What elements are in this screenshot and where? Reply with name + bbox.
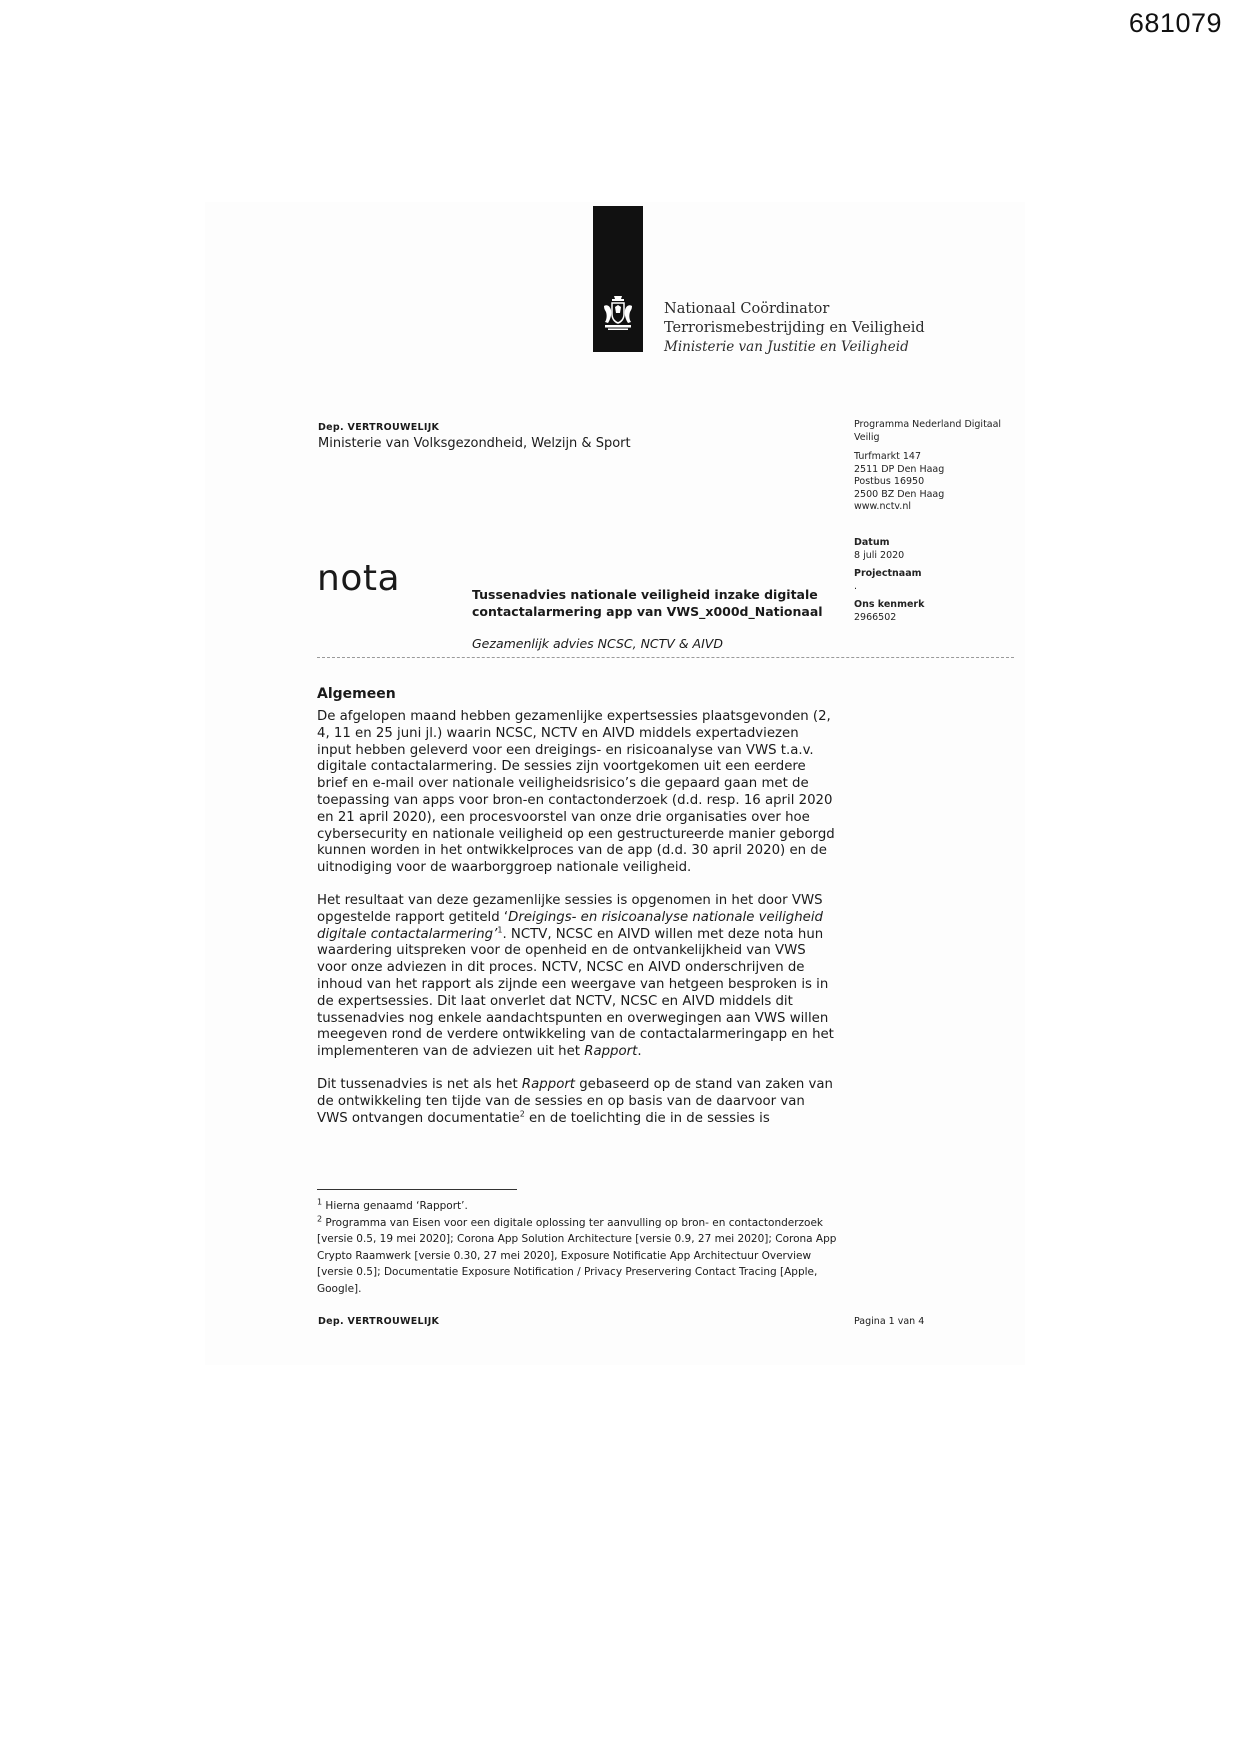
- meta-reference: [854, 599, 924, 624]
- date-value: 8 juli 2020: [854, 549, 905, 561]
- footnote-2: $^2$ Programma van Eisen voor een digitale oplossing ter aanvulling op bron- en contactonderzoek [versie 0.5, 19 mei 2020]; Corona App Solution Architecture [versie 0.9, 27 mei 2020]; Corona App Crypto Raamwerk [versie 0.30, 27 mei 2020], Exposure Notificatie App Architectuur Overview [versie 0.5]; Documentatie Exposure Notification / Privacy Preservering Contact Tracing [Apple, Google].: [317, 1214, 837, 1295]
- organization-line-2: Terrorismebestrijding en Veiligheid: [664, 320, 925, 336]
- classification-footer: Dep. VERTROUWELIJK: [318, 1316, 440, 1327]
- date-label: Datum: [854, 537, 890, 548]
- paragraph-2: Het resultaat van deze gezamenlijke sessies is opgenomen in het door VWS opgestelde rapport getiteld ‘Dreigings- en risicoanalyse nationale veiligheid digitale contactalarmering’$^1$. NCTV, NCSC en AIVD willen met deze nota hun waardering uitspreken voor de openheid en de ontvankelijkheid van VWS voor onze adviezen in dit proces. NCTV, NCSC en AIVD onderschrijven de inhoud van het rapport als zijnde een weergave van hetgeen besproken is in de expertsessies. Dit laat onverlet dat NCTV, NCSC en AIVD middels dit tussenadvies nog enkele aandachtspunten en overwegingen aan VWS willen meegeven rond de verdere ontwikkeling van de contactalarmeringapp en het implementeren van de adviezen uit het Rapport.: [317, 892, 834, 1060]
- subject-title: Tussenadvies nationale veiligheid inzake digitale contactalarmering app van VWS_x000d_Nationaal: [472, 587, 823, 619]
- sender-address-block: [854, 419, 1014, 514]
- section-heading: Algemeen: [317, 686, 396, 702]
- reference-label: Ons kenmerk: [854, 599, 925, 610]
- sender-website: www.nctv.nl: [854, 501, 911, 512]
- meta-project: [854, 568, 922, 593]
- body-text: [317, 709, 837, 1143]
- classification-header: Dep. VERTROUWELIJK: [318, 422, 440, 433]
- paragraph-3: Dit tussenadvies is net als het Rapport gebaseerd op de stand van zaken van de ontwikkeling ten tijde van de sessies en op basis van de daarvoor van VWS ontvangen documentatie$^2$ en de toelichting die in de sessies is: [317, 1076, 833, 1126]
- rijksoverheid-logo-bar: [593, 206, 643, 352]
- paragraph-1: De afgelopen maand hebben gezamenlijke expertsessies plaatsgevonden (2, 4, 11 en 25 juni jl.) waarin NCSC, NCTV en AIVD middels expertadviezen input hebben geleverd voor een dreigings- en risicoanalyse van VWS t.a.v. digitale contactalarmering. De sessies zijn voortgekomen uit een eerdere brief en e-mail over nationale veiligheidsrisico’s die gepaard gaan met de toepassing van apps voor bron-en contactonderzoek (d.d. resp. 16 april 2020 en 21 april 2020), een procesvoorstel van onze drie organisaties over hoe cybersecurity en nationale veiligheid op een gestructureerde manier geborgd kunnen worden in het ontwikkelproces van de app (d.d. 30 april 2020) en de uitnodiging voor de waarborggroep nationale veiligheid.: [317, 709, 835, 876]
- footnote-ref-1: 1: [497, 925, 503, 935]
- sender-program: Programma Nederland Digitaal Veilig: [854, 419, 1002, 443]
- organization-ministry: Ministerie van Justitie en Veiligheid: [664, 339, 909, 355]
- divider: [317, 657, 1014, 658]
- sender-street: Turfmarkt 147: [854, 451, 921, 462]
- organization-name-block: [664, 300, 925, 357]
- meta-date: [854, 537, 904, 562]
- addressee: Ministerie van Volksgezondheid, Welzijn & Sport: [318, 436, 631, 451]
- footnote-1: $^1$ Hierna genaamd ‘Rapport’.: [317, 1197, 468, 1212]
- sender-postal: 2511 DP Den Haag: [854, 463, 945, 475]
- project-label: Projectnaam: [854, 568, 922, 579]
- footnote-divider: [317, 1189, 517, 1190]
- coat-of-arms-icon: [601, 294, 635, 332]
- project-value: .: [854, 580, 858, 592]
- organization-line-1: Nationaal Coördinator: [664, 301, 830, 317]
- sender-postbus: Postbus 16950: [854, 476, 925, 487]
- document-type: nota: [317, 558, 401, 599]
- footnotes: [317, 1198, 837, 1297]
- subtitle: Gezamenlijk advies NCSC, NCTV & AIVD: [472, 636, 723, 651]
- reference-value: 2966502: [854, 611, 897, 623]
- sender-postbus-postal: 2500 BZ Den Haag: [854, 488, 945, 500]
- footnote-ref-2: 2: [519, 1109, 525, 1119]
- document-number: 681079: [1128, 8, 1222, 38]
- page-number: Pagina 1 van 4: [854, 1316, 925, 1327]
